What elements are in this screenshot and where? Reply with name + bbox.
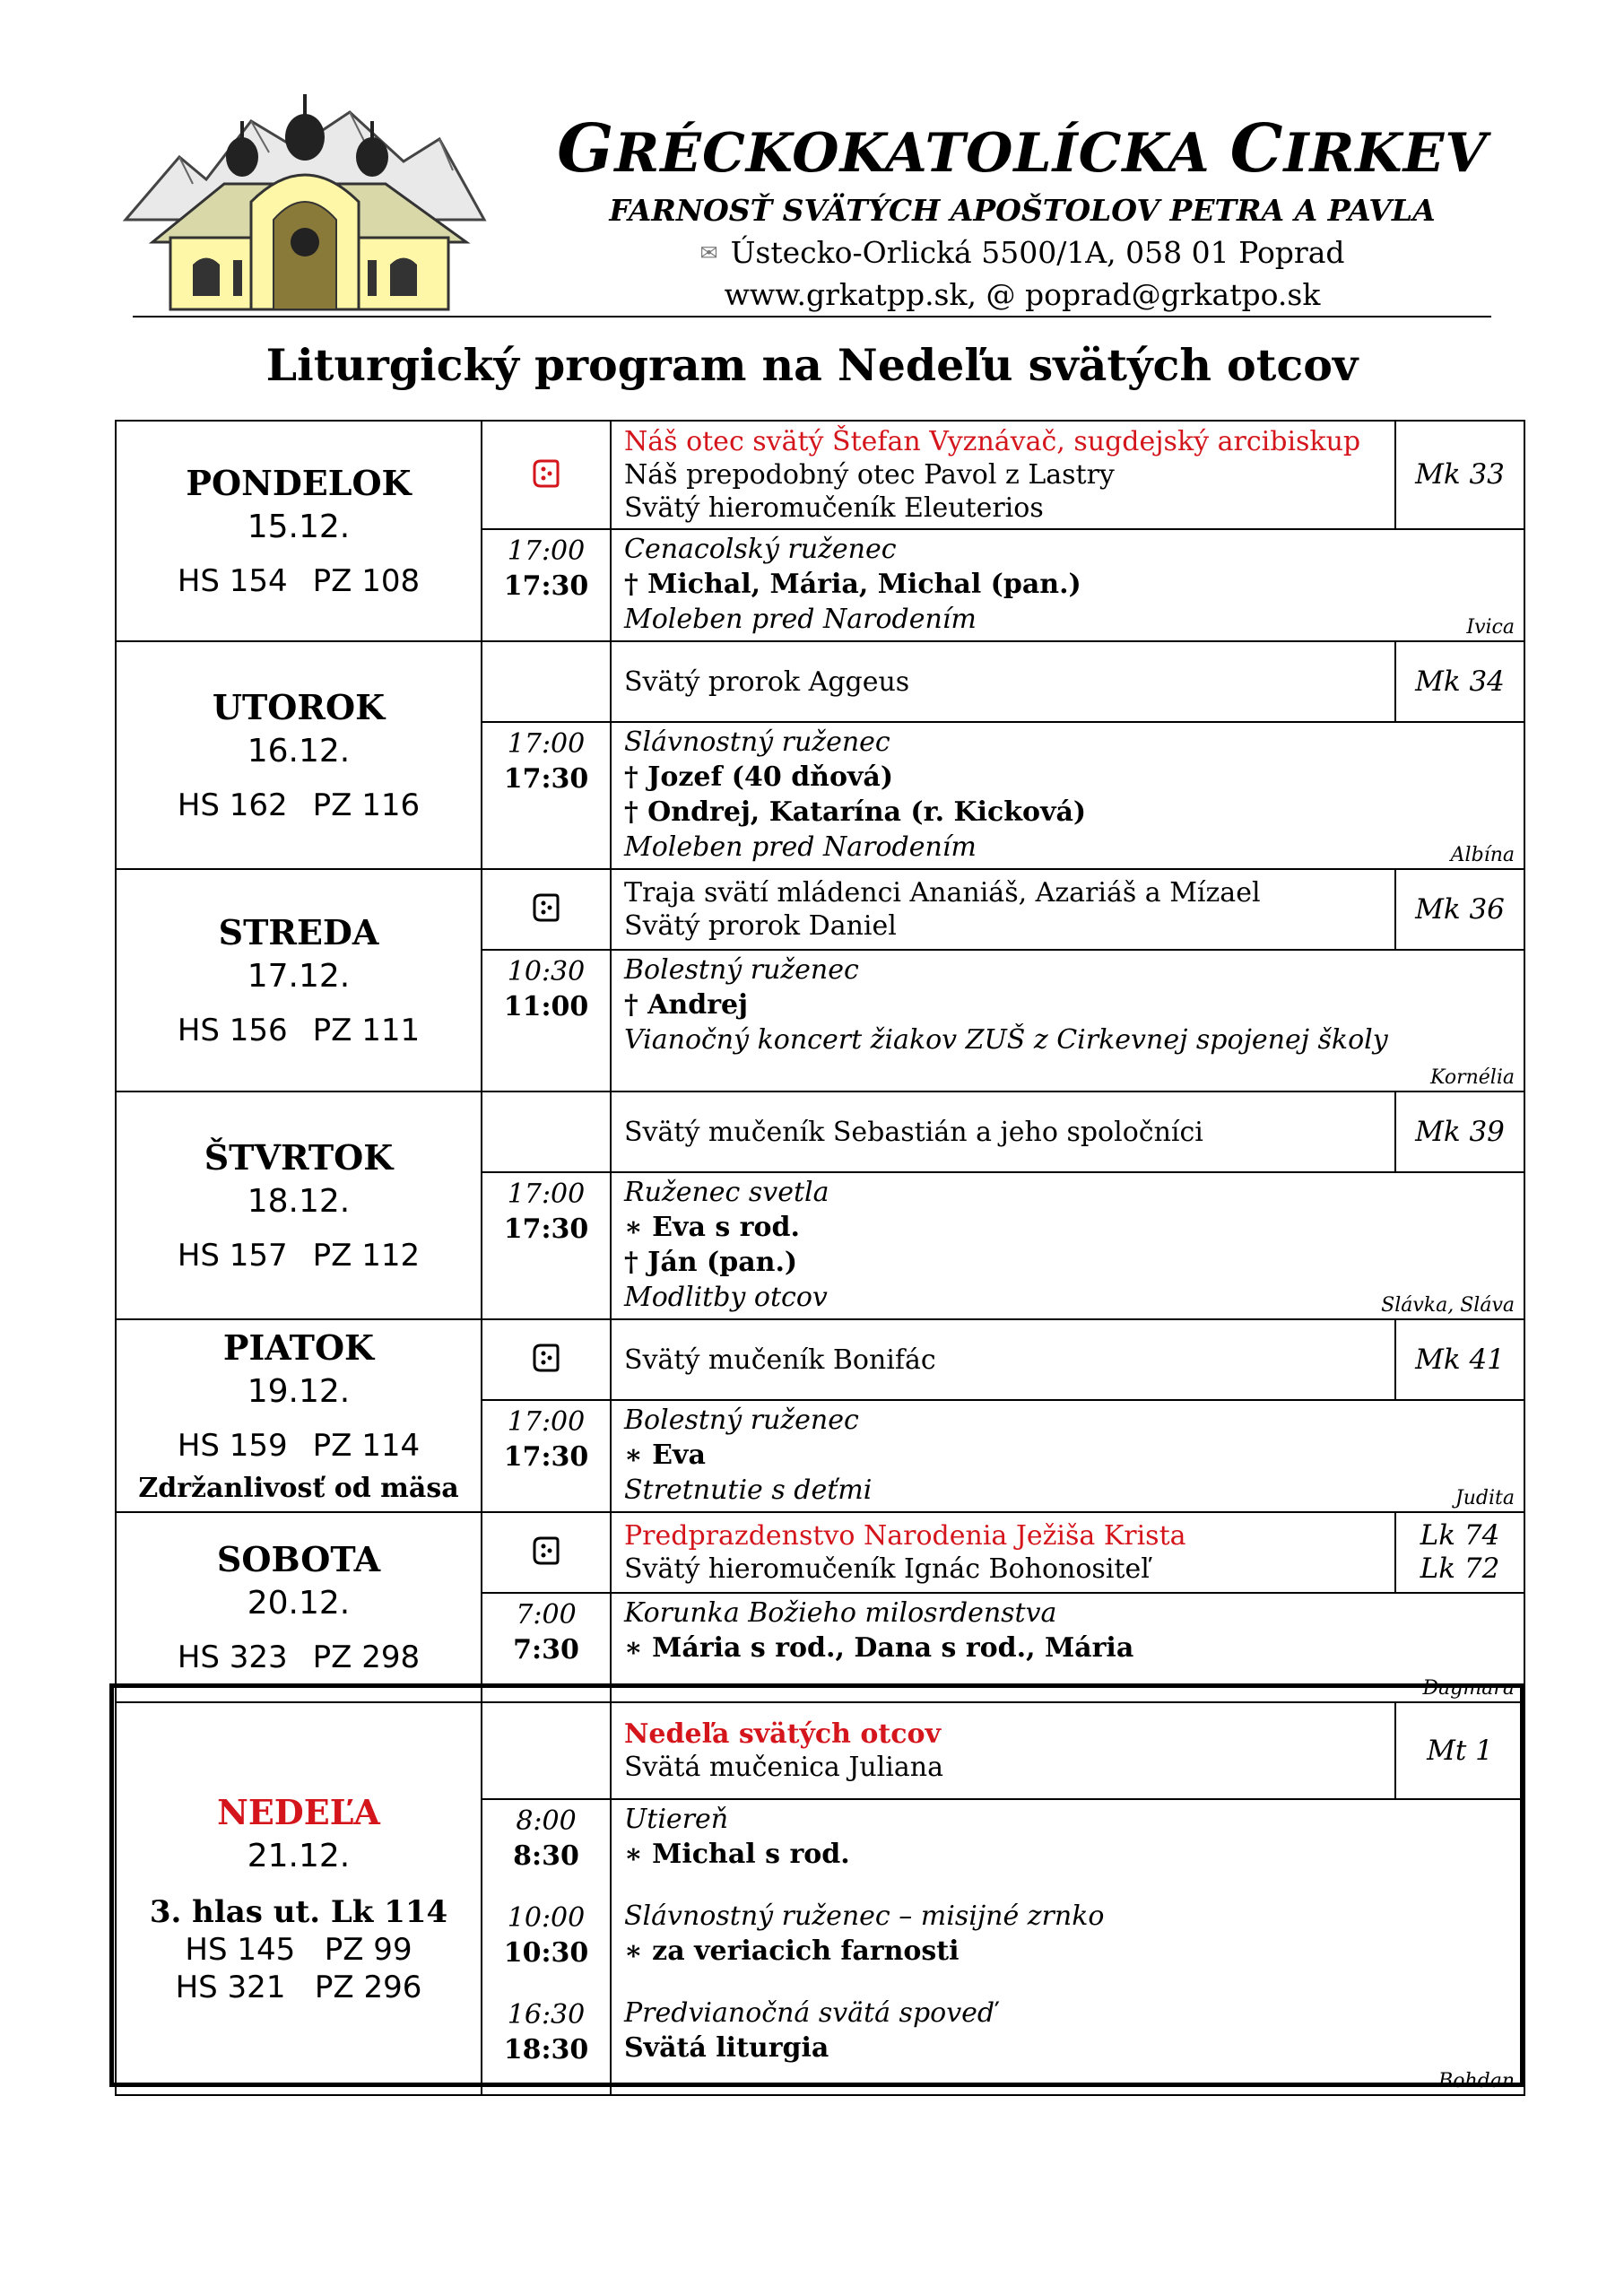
- liturgy-icon-cell: [482, 1319, 611, 1400]
- liturgy-icon-cell: [482, 1512, 611, 1593]
- page-title: Liturgický program na Nedeľu svätých otcov: [265, 339, 1359, 391]
- liturgy-icon-cell: [482, 421, 611, 529]
- server-name: Bohdan: [1438, 2070, 1515, 2092]
- server-name: Albína: [1450, 844, 1515, 866]
- reading-cell: Mk 39: [1395, 1091, 1524, 1172]
- hymn-numbers: HS 156 PZ 111: [177, 1013, 421, 1048]
- tone-reading: 3. hlas ut. Lk 114: [149, 1894, 448, 1930]
- hymn-numbers: HS 157 PZ 112: [177, 1238, 421, 1274]
- liturgy-icon-cell: [482, 1702, 611, 1799]
- hymn-numbers: HS 323 PZ 298: [177, 1639, 421, 1675]
- day-name: PONDELOK: [186, 463, 412, 503]
- reading-cell: Mt 1: [1395, 1702, 1524, 1799]
- day-name: UTOROK: [212, 687, 386, 727]
- feast-cell: Svätý mučeník Sebastián a jeho spoločníci: [611, 1091, 1395, 1172]
- liturgy-icon-cell: [482, 1091, 611, 1172]
- service-details: Bolestný ruženec † Andrej Vianočný koncert žiakov ZUŠ z Cirkevnej spojenej školy Kornélia: [611, 950, 1524, 1091]
- feast-cell: Svätý mučeník Bonifác: [611, 1319, 1395, 1400]
- day-date: 19.12.: [247, 1373, 351, 1410]
- time-cell: 17:00 17:30: [482, 529, 611, 641]
- church-logo-icon: [117, 85, 493, 314]
- reading-cell: Lk 74 Lk 72: [1395, 1512, 1524, 1593]
- service-details: Utiereň ∗ Michal s rod. Slávnostný ruženec – misijné zrnko ∗ za veriacich farnosti Predvianočná svätá spoveď Svätá liturgia Bohdan: [611, 1799, 1524, 2095]
- day-date: 16.12.: [247, 733, 351, 770]
- time-cell: 17:00 17:30: [482, 1400, 611, 1512]
- hymn-numbers: HS 159 PZ 114: [177, 1428, 421, 1464]
- hymn-numbers: HS 154 PZ 108: [177, 563, 421, 599]
- service-details: Ruženec svetla ∗ Eva s rod. † Ján (pan.) Modlitby otcov Slávka, Sláva: [611, 1172, 1524, 1319]
- day-cell-sunday: [116, 1702, 482, 2095]
- liturgy-icon-cell: [482, 869, 611, 950]
- organization-name: GRÉCKOKATOLÍCKA CIRKEV: [557, 110, 1488, 187]
- envelope-icon: ✉: [699, 240, 718, 265]
- prosphora-icon: [532, 1535, 560, 1566]
- time-cell: 10:30 11:00: [482, 950, 611, 1091]
- fasting-note: Zdržanlivosť od mäsa: [138, 1473, 459, 1504]
- prosphora-icon: [532, 1343, 560, 1373]
- day-name: ŠTVRTOK: [204, 1137, 394, 1178]
- day-cell: [116, 1091, 482, 1319]
- feast-cell: Traja svätí mládenci Ananiáš, Azariáš a Mízael Svätý prorok Daniel: [611, 869, 1395, 950]
- day-date: 18.12.: [247, 1183, 351, 1220]
- day-date: 17.12.: [247, 958, 351, 995]
- reading-cell: Mk 34: [1395, 641, 1524, 722]
- day-name: STREDA: [218, 912, 379, 952]
- service-details: Slávnostný ruženec † Jozef (40 dňová) † Ondrej, Katarína (r. Kicková) Moleben pred Narodením Albína: [611, 722, 1524, 869]
- hymn-numbers: HS 162 PZ 116: [177, 787, 421, 823]
- reading-cell: Mk 41: [1395, 1319, 1524, 1400]
- time-cell: 8:00 8:30 10:00 10:30 16:30 18:30: [482, 1799, 611, 2095]
- header-divider: [133, 316, 1491, 317]
- day-date: 15.12.: [247, 509, 351, 545]
- service-details: Bolestný ruženec ∗ Eva Stretnutie s deťmi Judita: [611, 1400, 1524, 1512]
- server-name: Ivica: [1466, 616, 1515, 639]
- server-name: Kornélia: [1430, 1066, 1515, 1089]
- reading-cell: Mk 36: [1395, 869, 1524, 950]
- day-cell: [116, 641, 482, 869]
- feast-cell: Predprazdenstvo Narodenia Ježiša Krista Svätý hieromučeník Ignác Bohonositeľ: [611, 1512, 1395, 1593]
- day-cell: [116, 421, 482, 641]
- parish-name: FARNOSŤ SVÄTÝCH APOŠTOLOV PETRA A PAVLA: [609, 193, 1436, 228]
- day-name: NEDEĽA: [217, 1792, 380, 1832]
- prosphora-icon: [532, 458, 560, 489]
- day-name: PIATOK: [222, 1327, 375, 1368]
- time-cell: 17:00 17:30: [482, 722, 611, 869]
- web-contact: www.grkatpp.sk, @ poprad@grkatpo.sk: [724, 277, 1321, 312]
- day-date: 21.12.: [247, 1838, 351, 1874]
- day-name: SOBOTA: [216, 1539, 381, 1579]
- server-name: Slávka, Sláva: [1381, 1294, 1515, 1317]
- hymn-numbers: HS 145 PZ 99: [185, 1932, 413, 1968]
- reading-cell: Mk 33: [1395, 421, 1524, 529]
- day-cell: [116, 869, 482, 1091]
- letterhead: [117, 85, 1488, 318]
- address: ✉ Ústecko-Orlická 5500/1A, 058 01 Poprad: [699, 235, 1345, 270]
- liturgy-icon-cell: [482, 641, 611, 722]
- day-cell: [116, 1512, 482, 1702]
- server-name: Dagmara: [1422, 1677, 1515, 1700]
- prosphora-icon: [532, 892, 560, 923]
- service-details: Korunka Božieho milosrdenstva ∗ Mária s rod., Dana s rod., Mária Dagmara: [611, 1593, 1524, 1702]
- day-cell: [116, 1319, 482, 1512]
- feast-cell: Náš otec svätý Štefan Vyznávač, sugdejský arcibiskup Náš prepodobný otec Pavol z Lastry Svätý hieromučeník Eleuterios: [611, 421, 1395, 529]
- server-name: Judita: [1455, 1487, 1515, 1509]
- time-cell: 7:00 7:30: [482, 1593, 611, 1702]
- feast-cell: Nedeľa svätých otcov Svätá mučenica Juliana: [611, 1702, 1395, 1799]
- feast-cell: Svätý prorok Aggeus: [611, 641, 1395, 722]
- service-details: Cenacolský ruženec † Michal, Mária, Michal (pan.) Moleben pred Narodením Ivica: [611, 529, 1524, 641]
- day-date: 20.12.: [247, 1585, 351, 1622]
- time-cell: 17:00 17:30: [482, 1172, 611, 1319]
- schedule-table: [115, 420, 1525, 2096]
- hymn-numbers: HS 321 PZ 296: [175, 1970, 422, 2005]
